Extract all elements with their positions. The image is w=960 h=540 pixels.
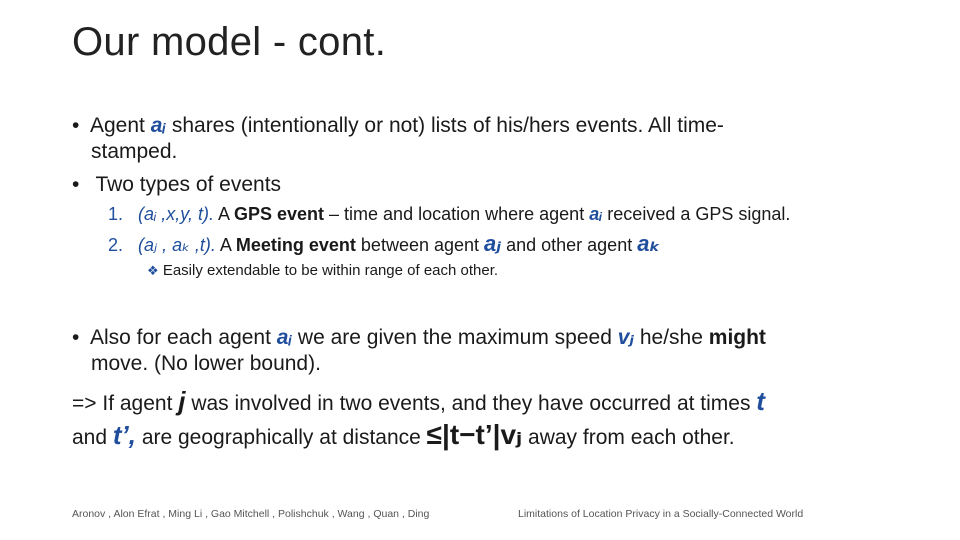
text: we are given the maximum speed bbox=[292, 326, 618, 349]
footer-authors: Aronov , Alon Efrat , Ming Li , Gao Mitchell , Polishchuk , Wang , Quan , Ding bbox=[72, 508, 430, 520]
distance-expr: ≤|t−t’|vⱼ bbox=[426, 419, 523, 450]
text: => If agent bbox=[72, 392, 179, 415]
text: shares (intentionally or not) lists of his/hers events. All time- bbox=[166, 114, 724, 137]
var-ak: aₖ bbox=[637, 231, 661, 256]
text: between agent bbox=[355, 235, 485, 255]
bullet-mark: • bbox=[72, 114, 80, 137]
var-ai: aᵢ bbox=[276, 326, 293, 349]
var-t-prime: t’, bbox=[112, 420, 136, 450]
var-ai: aᵢ bbox=[589, 204, 603, 224]
item-number: 1. bbox=[108, 204, 124, 224]
gps-event-label: GPS event bbox=[233, 204, 325, 224]
text: and bbox=[72, 426, 113, 449]
numbered-gps-event bbox=[108, 203, 790, 225]
text: Easily extendable to be within range of each other. bbox=[158, 262, 499, 279]
text: might bbox=[708, 326, 766, 349]
text: away from each other. bbox=[522, 426, 735, 449]
var-j: j bbox=[178, 386, 186, 416]
line-if-agent bbox=[72, 386, 765, 417]
text: are geographically at distance bbox=[135, 426, 427, 449]
text: received a GPS signal. bbox=[602, 204, 791, 224]
bullet-mark: • bbox=[72, 326, 80, 349]
text: A bbox=[215, 235, 236, 255]
bullet-mark: • bbox=[72, 173, 80, 196]
meeting-tuple: (aⱼ , aₖ ,t). bbox=[138, 235, 216, 255]
diamond-bullet-icon: ❖ bbox=[147, 263, 159, 278]
var-ai: aᵢ bbox=[150, 114, 166, 137]
sub-bullet-extendable bbox=[147, 262, 498, 279]
text: – time and location where agent bbox=[324, 204, 590, 224]
text: Also for each agent bbox=[90, 326, 277, 349]
text: and other agent bbox=[501, 235, 638, 255]
text: he/she bbox=[634, 326, 709, 349]
line-distance bbox=[72, 418, 735, 451]
footer-title: Limitations of Location Privacy in a Socially-Connected World bbox=[518, 508, 804, 520]
var-vj: vⱼ bbox=[617, 326, 635, 349]
bullet-two-types bbox=[72, 172, 281, 198]
var-t: t bbox=[756, 386, 765, 416]
text: Agent bbox=[90, 114, 151, 137]
bullet-agent-shares bbox=[72, 113, 892, 165]
gps-tuple: (aᵢ ,x,y, t). bbox=[138, 204, 214, 224]
slide-title: Our model - cont. bbox=[72, 20, 387, 64]
var-aj: aⱼ bbox=[484, 231, 502, 256]
text: A bbox=[213, 204, 234, 224]
text: Two types of events bbox=[90, 173, 282, 196]
bullet-max-speed bbox=[72, 325, 912, 377]
text: move. (No lower bound). bbox=[91, 352, 321, 375]
meeting-event-label: Meeting event bbox=[235, 235, 356, 255]
text: was involved in two events, and they have occurred at times bbox=[185, 392, 757, 415]
numbered-meeting-event bbox=[108, 233, 660, 256]
item-number: 2. bbox=[108, 235, 124, 255]
text: stamped. bbox=[91, 140, 178, 163]
